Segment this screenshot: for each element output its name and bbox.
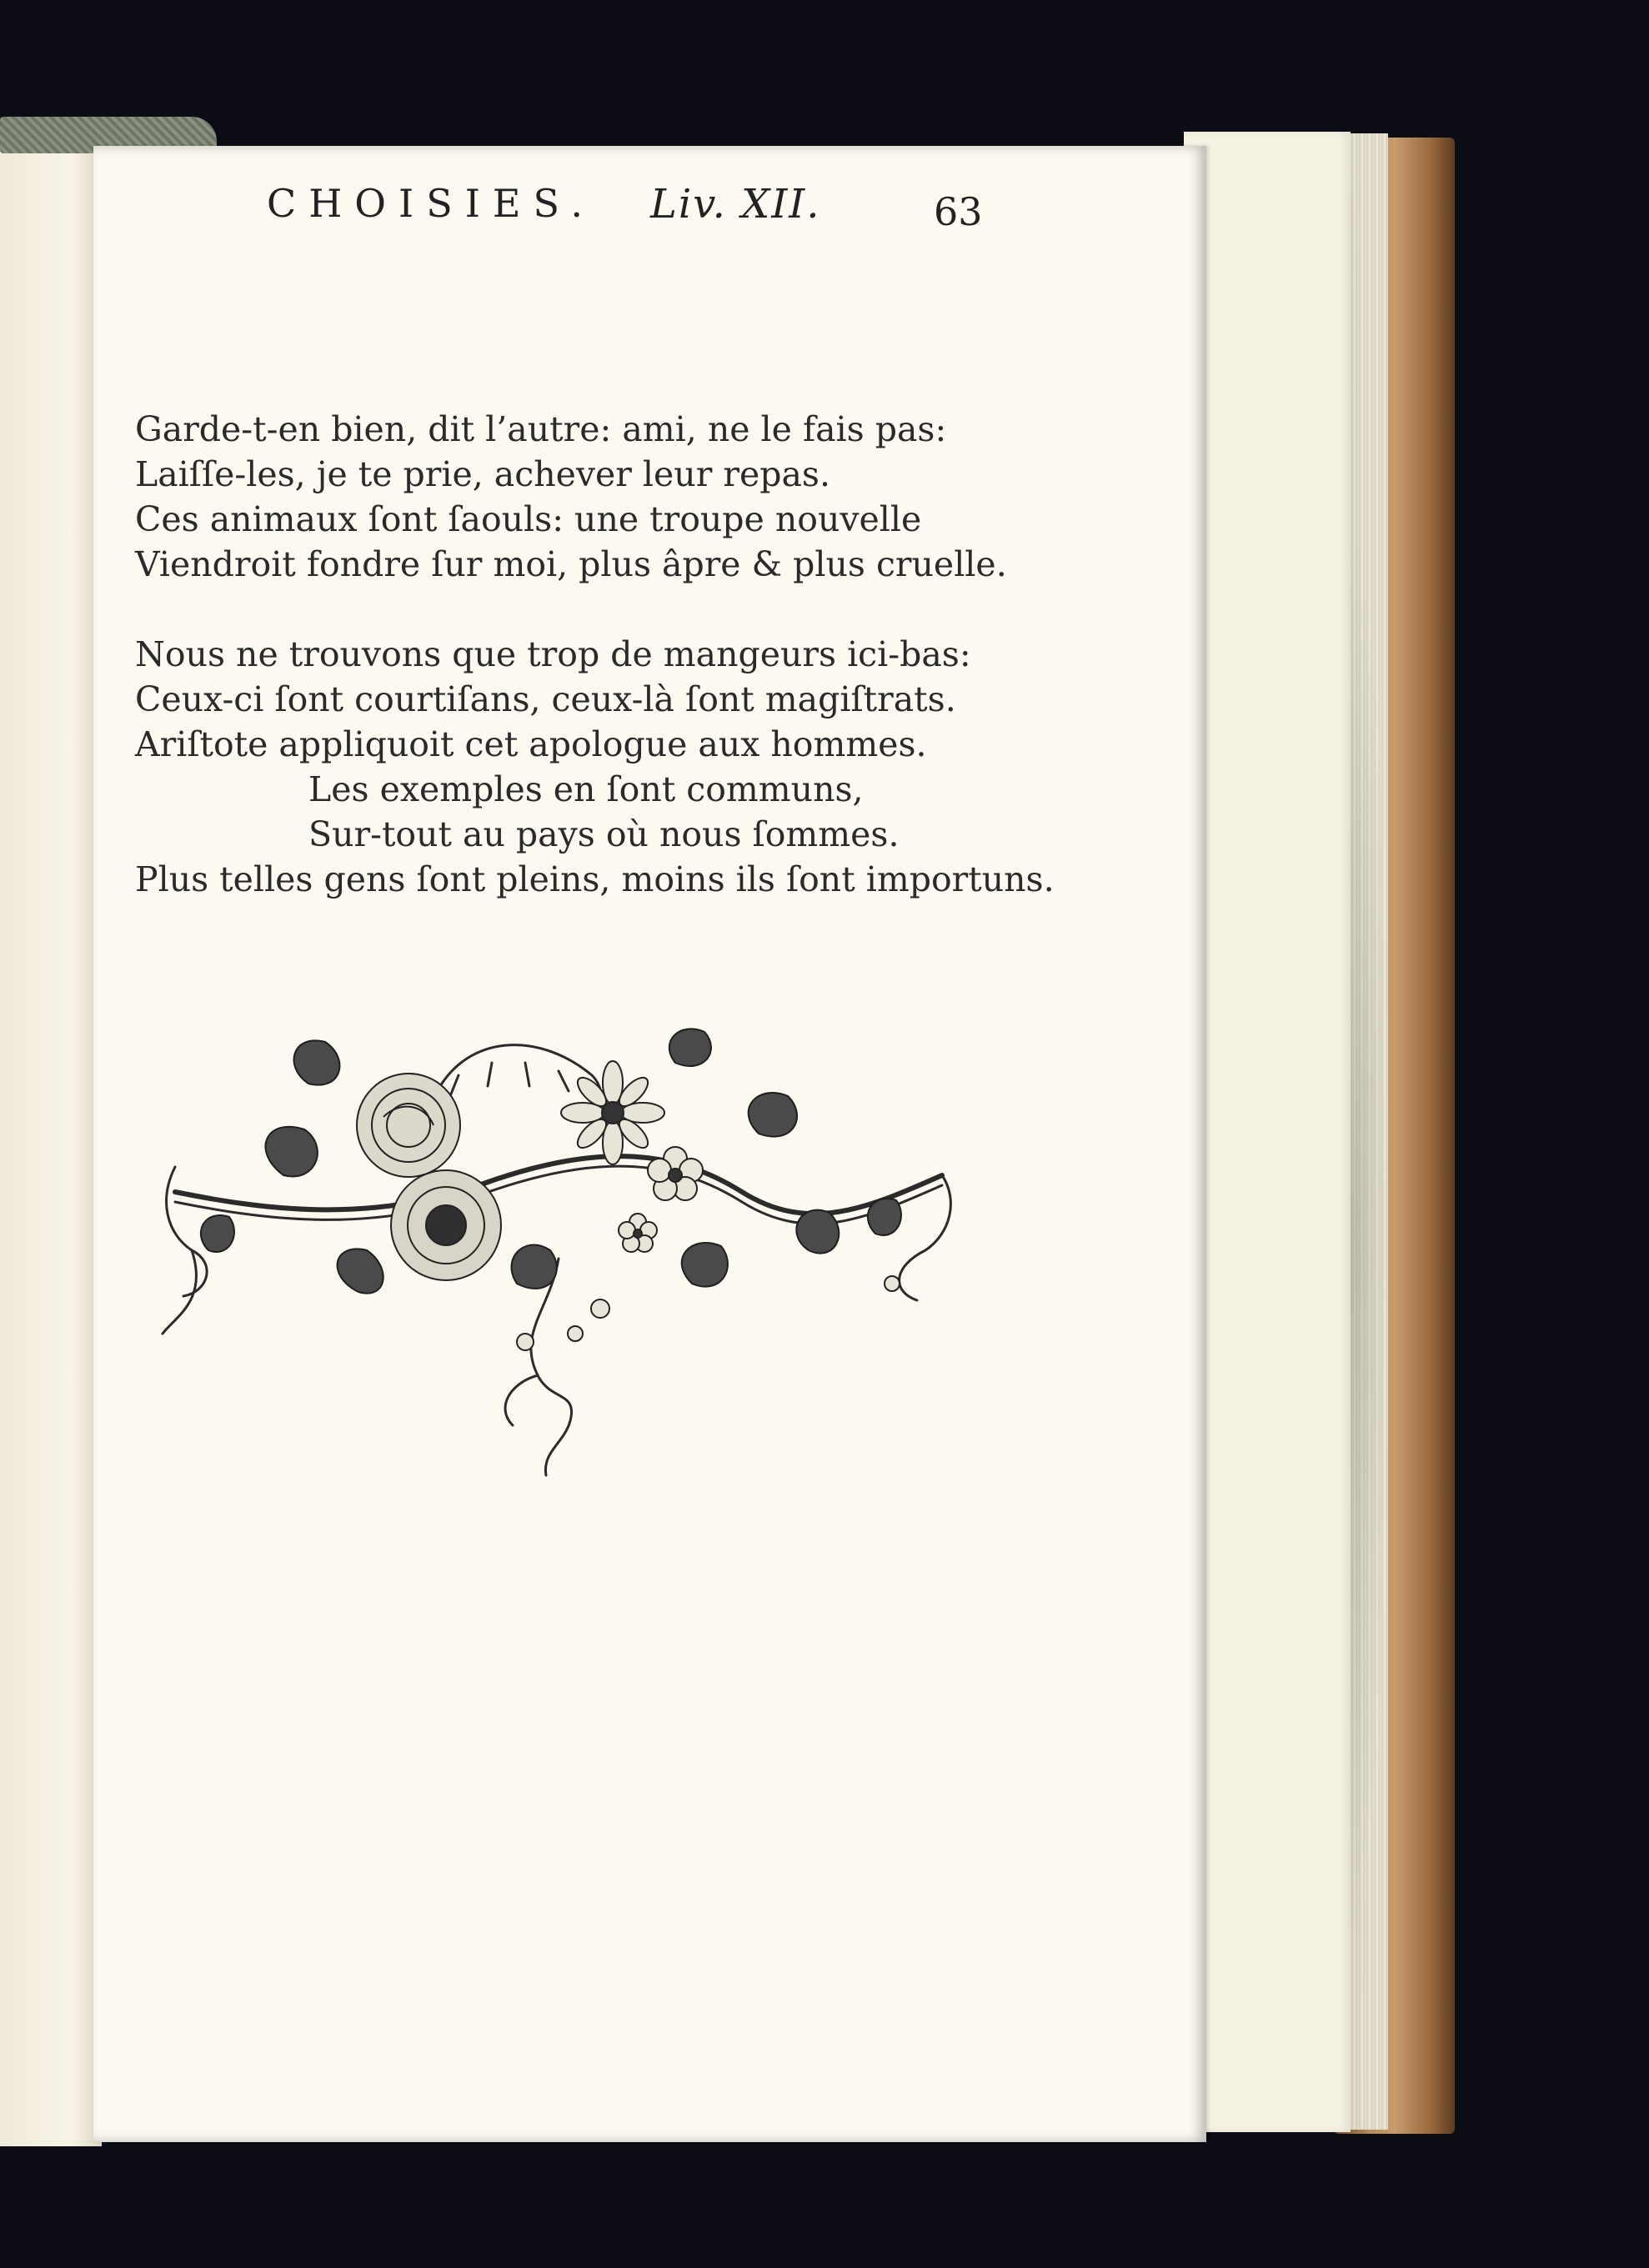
verse-text <box>135 407 1055 902</box>
verse-line: Ariſtote appliquoit cet apologue aux hommes. <box>135 724 927 764</box>
page-number: 63 <box>934 189 983 234</box>
underlying-page <box>1184 132 1351 2132</box>
verse-line: Ceux-ci ſont courtiſans, ceux-là ſont magiſtrats. <box>135 679 956 719</box>
verse-line: Sur-tout au pays où nous ſommes. <box>308 814 900 854</box>
verso-page-edge <box>0 150 102 2146</box>
floral-vignette-icon <box>158 984 959 1484</box>
verse-line: Ces animaux ſont ſaouls: une troupe nouvelle <box>135 499 922 539</box>
verse-line: Plus telles gens ſont pleins, moins ils ſont importuns. <box>135 859 1055 899</box>
running-head-book: Liv. XII. <box>650 181 821 228</box>
verse-line: Garde-t-en bien, dit l’autre: ami, ne le fais pas: <box>135 409 947 449</box>
verse-line: Nous ne trouvons que trop de mangeurs ici-bas: <box>135 634 971 674</box>
running-head-title: CHOISIES. <box>267 181 595 226</box>
verse-line: Les exemples en ſont communs, <box>308 769 864 809</box>
stanza-break <box>135 587 1010 632</box>
verse-line: Laiſſe-les, je te prie, achever leur repas. <box>135 454 830 494</box>
verse-line: Viendroit fondre ſur moi, plus âpre & plus cruelle. <box>135 544 1007 584</box>
running-head <box>171 181 992 239</box>
